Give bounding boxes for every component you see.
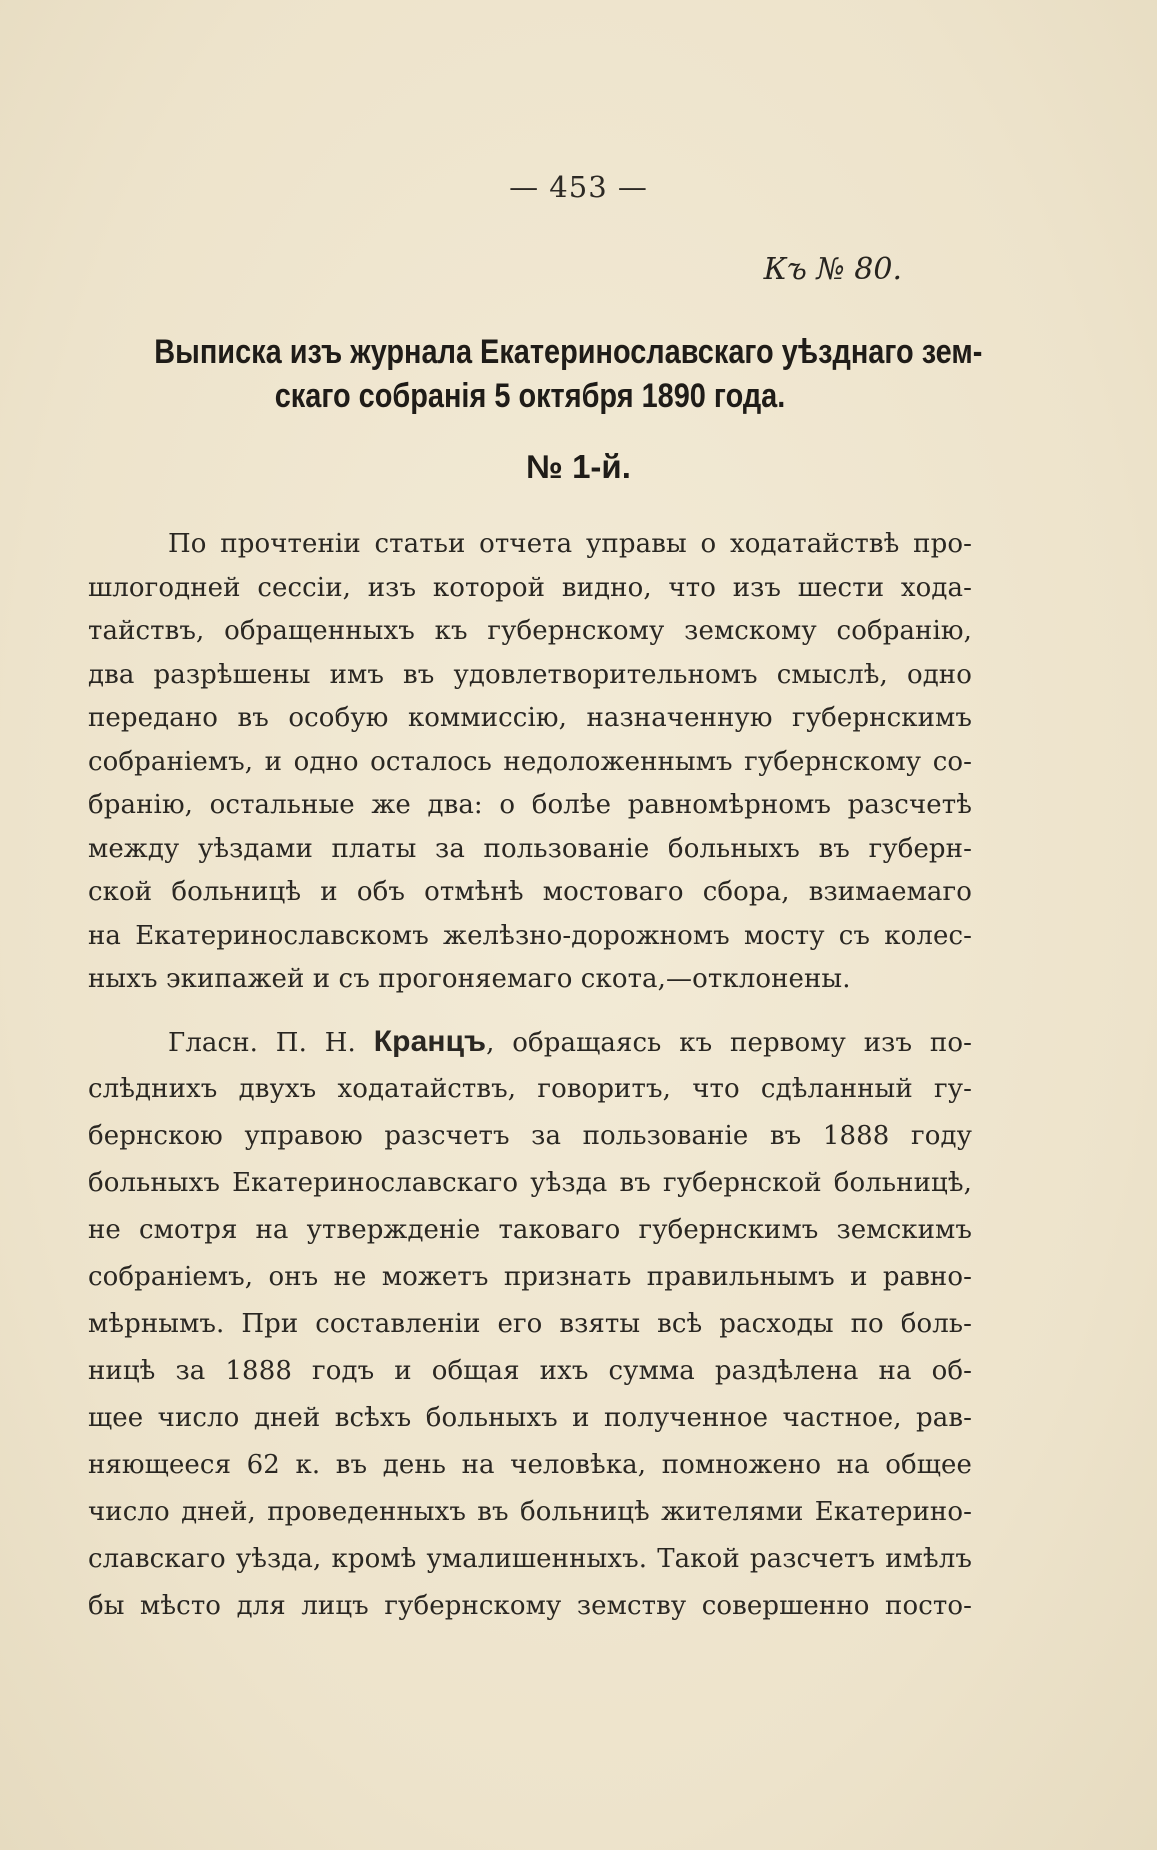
text-line: шлогодней сессіи, изъ которой видно, что изъ шести хода- xyxy=(88,572,972,603)
document-title xyxy=(154,330,983,418)
text-line: мѣрнымъ. При составленіи его взяты всѣ расходы по боль- xyxy=(88,1309,972,1339)
text-line: число дней, проведенныхъ въ больницѣ жителями Екатерино- xyxy=(88,1497,972,1527)
line-rest: , обращаясь къ первому изъ по- xyxy=(486,1028,972,1058)
reference-number: Къ № 80. xyxy=(763,252,902,287)
text-line: два разрѣшены имъ въ удовлетворительномъ смыслѣ, одно xyxy=(88,659,972,690)
text-line: собраніемъ, онъ не можетъ признать правильнымъ и равно- xyxy=(88,1262,972,1292)
text-line: ницѣ за 1888 годъ и общая ихъ сумма раздѣлена на об- xyxy=(88,1356,972,1386)
speaker-name: Кранцъ xyxy=(373,1025,487,1058)
text-line: слѣднихъ двухъ ходатайствъ, говоритъ, что сдѣланный гу- xyxy=(88,1074,972,1104)
text-line: По прочтеніи статьи отчета управы о ходатайствѣ про- xyxy=(168,529,972,559)
text-line xyxy=(168,1022,972,1062)
text-line: бранію, остальные же два: о болѣе равномѣрномъ разсчетѣ xyxy=(88,790,972,820)
text-line: ныхъ экипажей и съ прогоняемаго скота,—отклонены. xyxy=(88,964,851,994)
text-line: больныхъ Екатеринославскаго уѣзда въ губернской больницѣ, xyxy=(88,1168,972,1198)
text-line: няющееся 62 к. въ день на человѣка, помножено на общее xyxy=(88,1450,972,1480)
title-line: скаго собранія 5 октября 1890 года. xyxy=(274,377,786,415)
text-line: на Екатеринославскомъ желѣзно-дорожномъ мосту съ колес- xyxy=(88,920,972,951)
text-line: собраніемъ, и одно осталось недоложеннымъ губернскому со- xyxy=(88,746,972,777)
section-number: № 1-й. xyxy=(526,448,631,485)
text-line: ской больницѣ и объ отмѣнѣ мостоваго сбора, взимаемаго xyxy=(88,877,972,907)
text-line: славскаго уѣзда, кромѣ умалишенныхъ. Такой разсчетъ имѣлъ xyxy=(88,1544,972,1574)
text-line: бы мѣсто для лицъ губернскому земству совершенно посто- xyxy=(88,1591,972,1621)
text-line: передано въ особую коммиссію, назначенную губернскимъ xyxy=(88,703,972,733)
page-number: — 453 — xyxy=(509,170,648,204)
speaker-lead: Гласн. П. Н. xyxy=(168,1028,356,1058)
text-line: не смотря на утвержденіе таковаго губернскимъ земскимъ xyxy=(88,1215,972,1245)
text-line: тайствъ, обращенныхъ къ губернскому земскому собранію, xyxy=(88,616,972,646)
text-line: бернскою управою разсчетъ за пользованіе въ 1888 году xyxy=(88,1121,972,1151)
text-line: между уѣздами платы за пользованіе больныхъ въ губерн- xyxy=(88,833,972,864)
title-line: Выписка изъ журнала Екатеринославскаго уѣзднаго зем- xyxy=(154,333,983,371)
text-line: щее число дней всѣхъ больныхъ и полученное частное, рав- xyxy=(88,1403,972,1433)
